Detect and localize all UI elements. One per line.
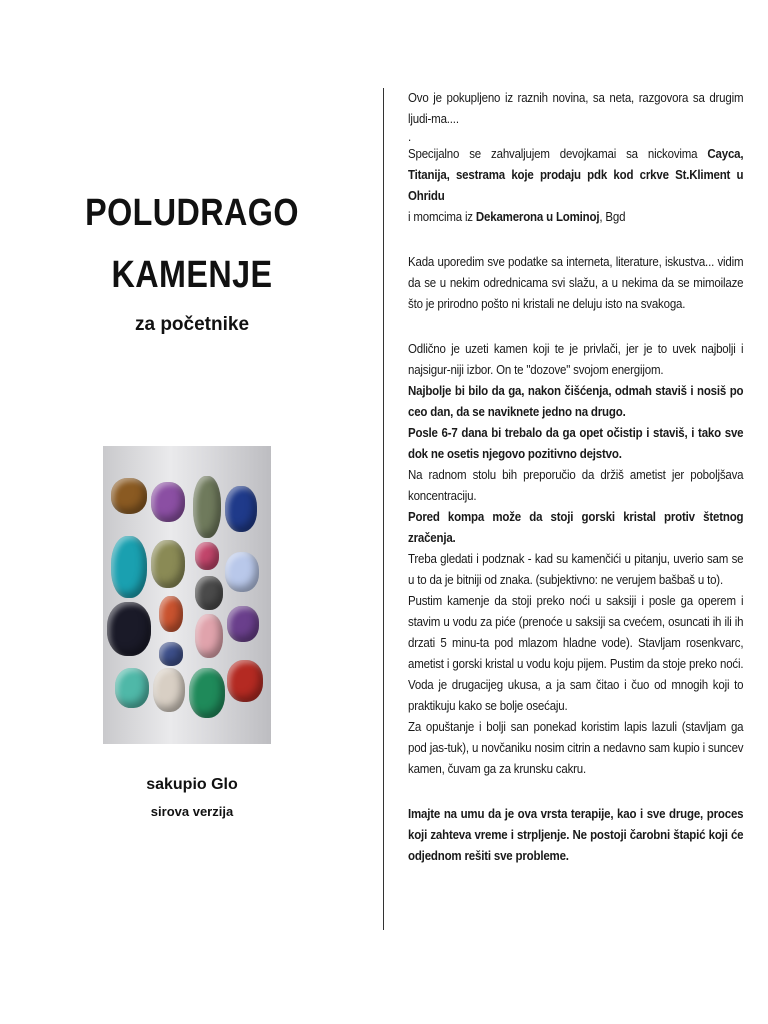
lapis-stone [225, 486, 257, 532]
conclusion-paragraph: Imajte na umu da je ova vrsta terapije, kao i sve druge, proces koji zahteva vreme i strpljenje. Ne postoji čarobni štapić koji će odjednom rešiti sve probleme. [408, 807, 744, 863]
rose-quartz-stone [195, 614, 223, 658]
sign-paragraph: Treba gledati i podznak - kad su kamenčići u pitanju, uverio sam se u to da je bitniji od znaka. (subjektivno: ne verujem bašbaš u to). [408, 552, 744, 587]
sleep-paragraph: Za opuštanje i bolji san ponekad koristim lapis lazuli (stavljam ga pod jas-tuk), u novčaniku nosim citrin a nedavno sam kupio i suncev kamen, čuvam ga za krunsku cakru. [408, 720, 744, 776]
green-turquoise-stone [115, 668, 149, 708]
desk-paragraph: Na radnom stolu bih preporučio da držiš ametist jer poboljšava koncentraciju. [408, 468, 744, 503]
thanks-place: Dekamerona u Lominoj [475, 210, 600, 224]
pyrite-stone [151, 540, 185, 588]
water-paragraph: Pustim kamenje da stoji preko noći u saksiji i posle ga operem i stavim u vodu za piće (prenoće u saksiji sa cvećem, osuncati ih ili ih drzati 5 minu-ta pod mlazom hladne vode). Stavljam rosenkvarc, ametist i gorski kristal u vodu koju pijem. Pustim da stoje preko noći. Voda je drugacijeg ukusa, a ja sam čitao i čuo od mnogih koji to praktikuju kako se bolje osećaju. [408, 594, 744, 713]
clean-paragraph: Posle 6-7 dana bi trebalo da ga opet očistip i staviš, i tako sve dok ne osetis njegovo pozitivno dejstvo. [408, 426, 744, 461]
purple-stone [227, 606, 259, 642]
text-column [408, 88, 744, 867]
computer-paragraph: Pored kompa može da stoji gorski kristal protiv štetnog zračenja. [408, 510, 744, 545]
compare-paragraph: Kada uporedim sve podatke sa interneta, literature, iskustva... vidim da se u nekim odrednicama svi slažu, a u nekima da se mimoilaze što je prirodno pošto ni kristali ne deluju isto na svakoga. [408, 255, 744, 311]
thanks-city: , Bgd [599, 210, 626, 224]
moss-agate-stone [193, 476, 221, 538]
red-jasper-stone [227, 660, 263, 702]
gemstones-photo [103, 446, 271, 744]
title-line-2: KAMENJE [111, 254, 273, 296]
thanks-text-1: Specijalno se zahvaljujem devojkamai sa nickovima [408, 147, 708, 161]
amethyst-stone [151, 482, 185, 522]
choose-paragraph: Odlično je uzeti kamen koji te je privlači, jer je to uvek najbolji i najsigur-niji izbor. On te "dozove" svojom energijom. [408, 342, 744, 377]
sodalite-stone [159, 642, 183, 666]
rhodonite-stone [195, 542, 219, 570]
obsidian-stone [107, 602, 151, 656]
snowflake-stone [195, 576, 223, 610]
blue-lace-stone [225, 552, 259, 592]
column-divider [383, 88, 384, 930]
version-note: sirova verzija [150, 804, 234, 819]
turquoise-stone [111, 536, 147, 598]
malachite-stone [189, 668, 225, 718]
intro-dot: . [408, 130, 412, 144]
thanks-names: Cayca, Titanija, sestrama koje prodaju pdk kod crkve St.Kliment u Ohridu [408, 147, 744, 203]
author: sakupio Glo [146, 776, 238, 793]
intro-paragraph: Ovo je pokupljeno iz raznih novina, sa neta, razgovora sa drugim ljudi-ma.... [408, 91, 744, 126]
thanks-paragraph [408, 144, 743, 228]
thanks-text-2: i momcima iz [408, 210, 476, 224]
wear-paragraph: Najbolje bi bilo da ga, nakon čišćenja, odmah staviš i nosiš po ceo dan, da se naviknete jedno na drugo. [408, 384, 744, 419]
clear-quartz-stone [153, 668, 185, 712]
subtitle: za početnike [134, 314, 250, 335]
title-line-1: POLUDRAGO [85, 192, 299, 234]
tiger-eye-stone [111, 478, 147, 514]
carnelian-stone [159, 596, 183, 632]
